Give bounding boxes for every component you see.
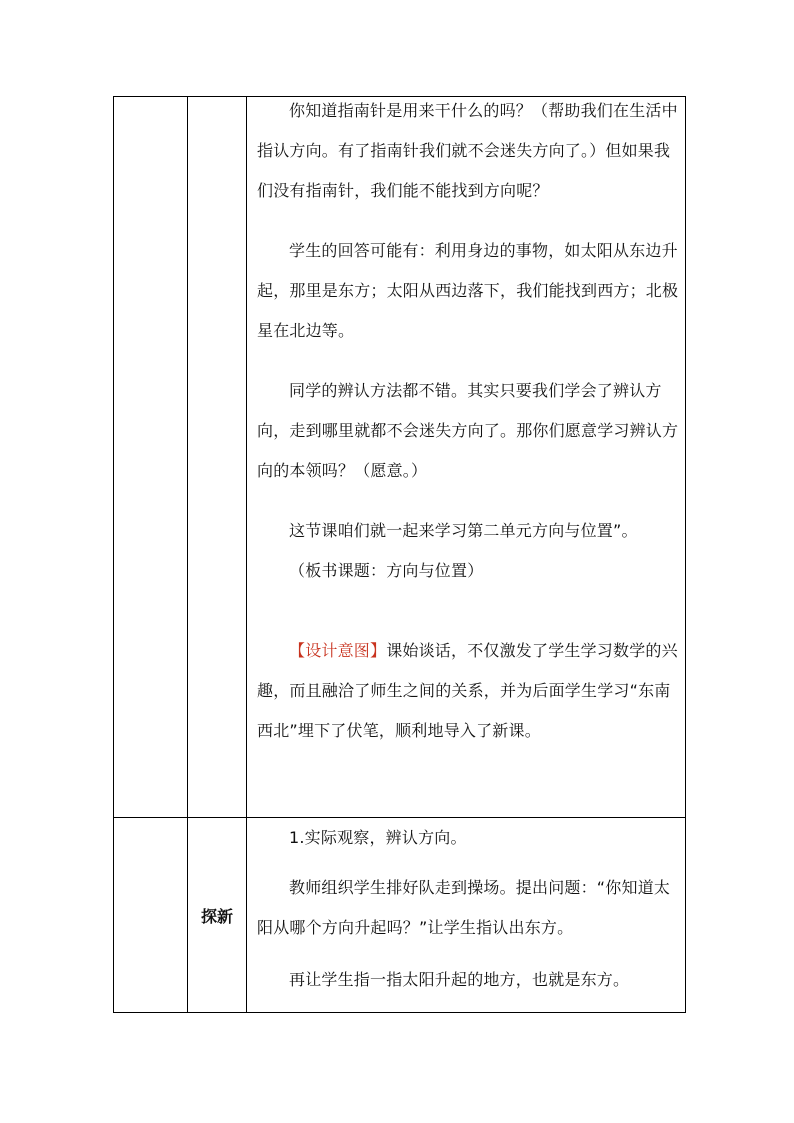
- paragraph: 这节课咱们就一起来学习第二单元方向与位置”。: [289, 521, 638, 540]
- row2-col2-cell: [188, 818, 247, 1013]
- row2-col1-cell: [114, 818, 188, 1013]
- row1-col1-cell: [114, 97, 188, 818]
- paragraph: 教师组织学生排好队走到操场。提出问题：“你知道太阳从哪个方向升起吗？”让学生指认出东方。: [257, 878, 671, 937]
- design-intent-text: 课始谈话，不仅激发了学生学习数学的兴趣，而且融洽了师生之间的关系，并为后面学生学习“东南西北”埋下了伏笔，顺利地导入了新课。: [257, 641, 678, 740]
- row1-col2-cell: [188, 97, 247, 818]
- row1-content-cell: [247, 97, 686, 818]
- paragraph: （板书课题：方向与位置）: [289, 561, 484, 580]
- paragraph: 1.实际观察，辨认方向。: [289, 828, 467, 847]
- paragraph: 再让学生指一指太阳升起的地方，也就是东方。: [289, 970, 630, 989]
- design-intent-paragraph: [257, 631, 681, 751]
- design-intent-tag: 【设计意图】: [289, 641, 387, 660]
- row2-content-cell: [247, 818, 686, 1013]
- table-row-explore: [114, 818, 686, 1013]
- lesson-plan-table: [113, 96, 686, 1013]
- table-row-intro: [114, 97, 686, 818]
- section-label-explore: 探新: [200, 906, 233, 926]
- paragraph: 你知道指南针是用来干什么的吗？（帮助我们在生活中指认方向。有了指南针我们就不会迷失方向了。）但如果我们没有指南针，我们能不能找到方向呢？: [257, 101, 678, 200]
- paragraph: 学生的回答可能有：利用身边的事物，如太阳从东边升起，那里是东方；太阳从西边落下，我们能找到西方；北极星在北边等。: [257, 241, 679, 340]
- paragraph: 同学的辨认方法都不错。其实只要我们学会了辨认方向，走到哪里就都不会迷失方向了。那你们愿意学习辨认方向的本领吗？（愿意。）: [257, 381, 679, 480]
